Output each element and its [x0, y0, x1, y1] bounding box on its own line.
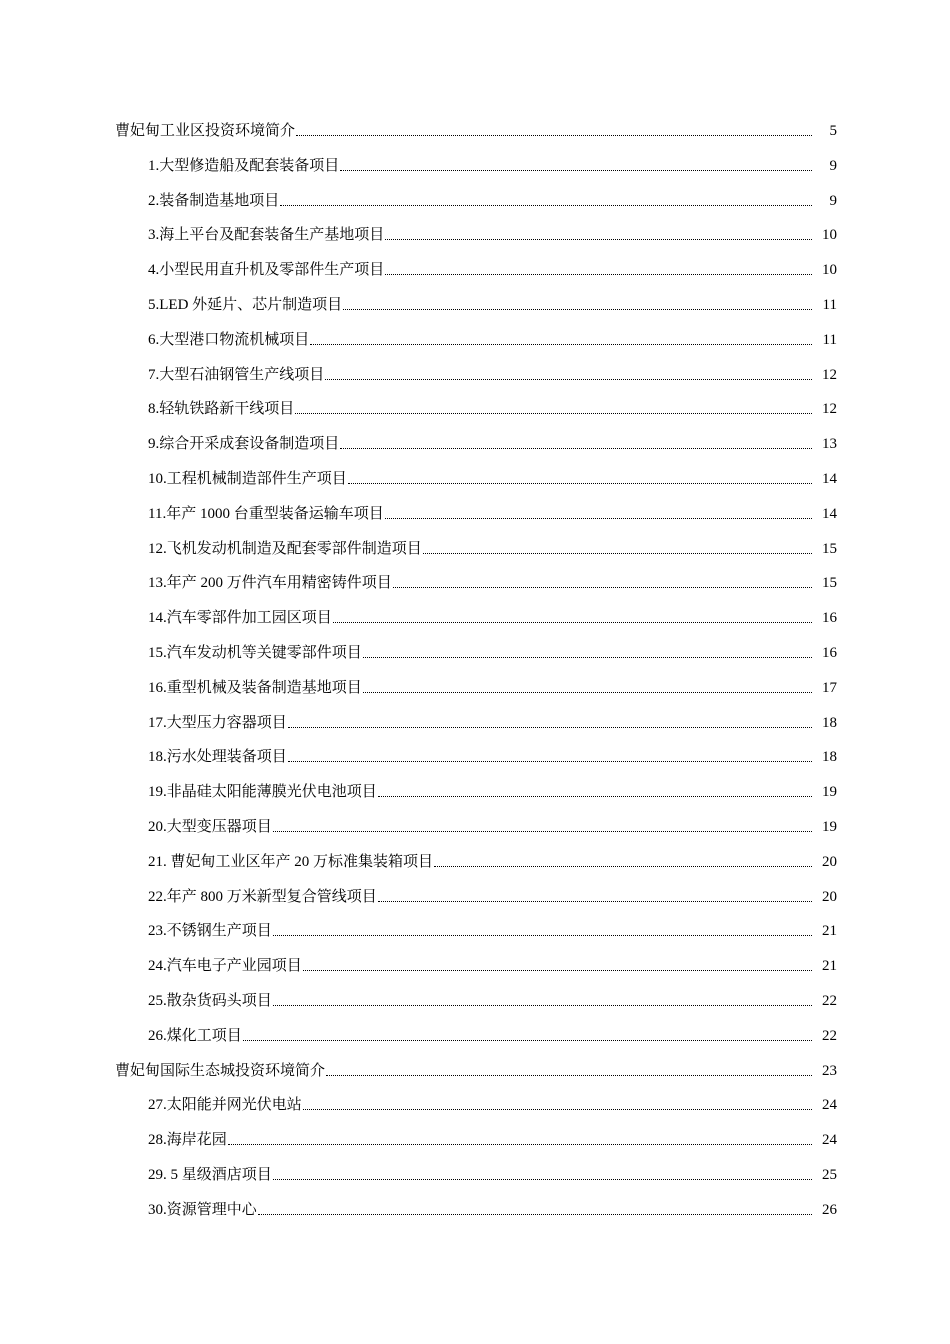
toc-page-number: 20 — [822, 853, 837, 870]
toc-page-number: 10 — [822, 227, 837, 244]
toc-page-number: 21 — [822, 923, 837, 940]
toc-dot-leader — [280, 191, 812, 206]
toc-entry-title[interactable]: 曹妃甸工业区投资环境简介 — [115, 123, 296, 139]
toc-page-number: 19 — [822, 784, 837, 801]
toc-entry-title[interactable]: 21. 曹妃甸工业区年产 20 万标准集装箱项目 — [148, 853, 434, 870]
toc-item-entry[interactable] — [0, 225, 950, 260]
toc-entry-title[interactable]: 22.年产 800 万米新型复合管线项目 — [148, 888, 377, 905]
toc-entry-title[interactable]: 3.海上平台及配套装备生产基地项目 — [148, 227, 385, 244]
toc-page-number: 22 — [822, 1027, 837, 1044]
toc-item-entry[interactable] — [0, 1130, 950, 1165]
toc-item-entry[interactable] — [0, 991, 950, 1026]
toc-item-entry[interactable] — [0, 782, 950, 817]
toc-dot-leader — [310, 330, 812, 345]
toc-entry-title[interactable]: 2.装备制造基地项目 — [148, 192, 280, 209]
toc-page-number: 25 — [822, 1166, 837, 1183]
toc-entry-title[interactable]: 1.大型修造船及配套装备项目 — [148, 157, 340, 174]
toc-dot-leader — [273, 991, 812, 1006]
toc-dot-leader — [296, 121, 812, 136]
toc-page-number: 5 — [829, 123, 837, 139]
toc-dot-leader — [333, 608, 812, 623]
toc-entry-title[interactable]: 26.煤化工项目 — [148, 1027, 242, 1044]
toc-dot-leader — [363, 678, 812, 693]
toc-item-entry[interactable] — [0, 330, 950, 365]
toc-item-entry[interactable] — [0, 156, 950, 191]
toc-entry-title[interactable]: 曹妃甸国际生态城投资环境简介 — [115, 1062, 326, 1079]
toc-dot-leader — [340, 156, 812, 171]
toc-entry-title[interactable]: 18.污水处理装备项目 — [148, 749, 287, 766]
toc-dot-leader — [340, 434, 812, 449]
toc-entry-title[interactable]: 29. 5 星级酒店项目 — [148, 1166, 272, 1183]
toc-dot-leader — [325, 365, 812, 380]
toc-dot-leader — [385, 260, 812, 275]
toc-item-entry[interactable] — [0, 469, 950, 504]
toc-item-entry[interactable] — [0, 887, 950, 922]
toc-page-number: 20 — [822, 888, 837, 905]
toc-entry-title[interactable]: 5.LED 外延片、芯片制造项目 — [148, 296, 343, 313]
toc-entry-title[interactable]: 8.轻轨铁路新干线项目 — [148, 401, 295, 418]
toc-item-entry[interactable] — [0, 434, 950, 469]
toc-entry-title[interactable]: 10.工程机械制造部件生产项目 — [148, 470, 347, 487]
table-of-contents — [0, 121, 950, 1235]
toc-dot-leader — [385, 504, 812, 519]
toc-entry-title[interactable]: 16.重型机械及装备制造基地项目 — [148, 679, 362, 696]
toc-item-entry[interactable] — [0, 191, 950, 226]
toc-entry-title[interactable]: 30.资源管理中心 — [148, 1201, 257, 1218]
toc-page-number: 18 — [822, 714, 837, 731]
toc-dot-leader — [295, 399, 812, 414]
toc-dot-leader — [348, 469, 812, 484]
toc-page-number: 13 — [822, 436, 837, 453]
toc-section-entry[interactable] — [0, 1061, 950, 1096]
toc-item-entry[interactable] — [0, 1200, 950, 1235]
toc-page-number: 11 — [822, 296, 837, 313]
toc-item-entry[interactable] — [0, 295, 950, 330]
toc-entry-title[interactable]: 20.大型变压器项目 — [148, 818, 272, 835]
toc-dot-leader — [243, 1026, 812, 1041]
toc-page-number: 26 — [822, 1201, 837, 1218]
toc-entry-title[interactable]: 19.非晶硅太阳能薄膜光伏电池项目 — [148, 784, 377, 801]
toc-item-entry[interactable] — [0, 713, 950, 748]
toc-page-number: 10 — [822, 262, 837, 279]
toc-item-entry[interactable] — [0, 678, 950, 713]
toc-page-number: 24 — [822, 1097, 837, 1114]
toc-dot-leader — [273, 817, 812, 832]
toc-dot-leader — [434, 852, 812, 867]
toc-entry-title[interactable]: 17.大型压力容器项目 — [148, 714, 287, 731]
toc-item-entry[interactable] — [0, 504, 950, 539]
toc-entry-title[interactable]: 13.年产 200 万件汽车用精密铸件项目 — [148, 575, 392, 592]
toc-item-entry[interactable] — [0, 1026, 950, 1061]
toc-dot-leader — [378, 887, 812, 902]
toc-page-number: 15 — [822, 575, 837, 592]
toc-item-entry[interactable] — [0, 1165, 950, 1200]
toc-dot-leader — [258, 1200, 812, 1215]
toc-dot-leader — [393, 573, 812, 588]
toc-dot-leader — [288, 713, 812, 728]
toc-item-entry[interactable] — [0, 921, 950, 956]
toc-page-number: 14 — [822, 505, 837, 522]
toc-dot-leader — [303, 1095, 812, 1110]
toc-item-entry[interactable] — [0, 573, 950, 608]
toc-entry-title[interactable]: 6.大型港口物流机械项目 — [148, 331, 310, 348]
toc-entry-title[interactable]: 14.汽车零部件加工园区项目 — [148, 610, 332, 627]
toc-entry-title[interactable]: 25.散杂货码头项目 — [148, 992, 272, 1009]
toc-page-number: 9 — [829, 157, 837, 174]
toc-dot-leader — [303, 956, 812, 971]
toc-item-entry[interactable] — [0, 852, 950, 887]
toc-entry-title[interactable]: 24.汽车电子产业园项目 — [148, 958, 302, 975]
toc-page-number: 17 — [822, 679, 837, 696]
toc-entry-title[interactable]: 23.不锈钢生产项目 — [148, 923, 272, 940]
toc-page-number: 9 — [829, 192, 837, 209]
toc-page-number: 16 — [822, 610, 837, 627]
toc-item-entry[interactable] — [0, 817, 950, 852]
toc-page-number: 14 — [822, 470, 837, 487]
toc-page-number: 15 — [822, 540, 837, 557]
toc-entry-title[interactable]: 12.飞机发动机制造及配套零部件制造项目 — [148, 540, 422, 557]
toc-entry-title[interactable]: 11.年产 1000 台重型装备运输车项目 — [148, 505, 384, 522]
toc-item-entry[interactable] — [0, 365, 950, 400]
toc-dot-leader — [378, 782, 812, 797]
toc-item-entry[interactable] — [0, 260, 950, 295]
toc-dot-leader — [326, 1061, 812, 1076]
toc-dot-leader — [385, 225, 812, 240]
toc-entry-title[interactable]: 28.海岸花园 — [148, 1132, 227, 1149]
toc-page-number: 12 — [822, 366, 837, 383]
toc-dot-leader — [288, 747, 812, 762]
toc-page-number: 24 — [822, 1132, 837, 1149]
toc-page-number: 12 — [822, 401, 837, 418]
toc-dot-leader — [423, 539, 812, 554]
toc-item-entry[interactable] — [0, 643, 950, 678]
toc-entry-title[interactable]: 7.大型石油钢管生产线项目 — [148, 366, 325, 383]
toc-item-entry[interactable] — [0, 539, 950, 574]
toc-page-number: 11 — [822, 331, 837, 348]
toc-item-entry[interactable] — [0, 399, 950, 434]
toc-dot-leader — [228, 1130, 812, 1145]
toc-dot-leader — [273, 921, 812, 936]
toc-page-number: 19 — [822, 818, 837, 835]
toc-page-number: 18 — [822, 749, 837, 766]
toc-entry-title[interactable]: 4.小型民用直升机及零部件生产项目 — [148, 262, 385, 279]
toc-entry-title[interactable]: 15.汽车发动机等关键零部件项目 — [148, 644, 362, 661]
toc-entry-title[interactable]: 27.太阳能并网光伏电站 — [148, 1097, 302, 1114]
toc-item-entry[interactable] — [0, 608, 950, 643]
toc-page-number: 21 — [822, 958, 837, 975]
toc-page-number: 16 — [822, 644, 837, 661]
toc-dot-leader — [343, 295, 812, 310]
toc-page-number: 22 — [822, 992, 837, 1009]
toc-page-number: 23 — [822, 1062, 837, 1079]
toc-item-entry[interactable] — [0, 747, 950, 782]
toc-section-entry[interactable] — [0, 121, 950, 156]
toc-dot-leader — [363, 643, 812, 658]
toc-entry-title[interactable]: 9.综合开采成套设备制造项目 — [148, 436, 340, 453]
toc-item-entry[interactable] — [0, 956, 950, 991]
toc-item-entry[interactable] — [0, 1095, 950, 1130]
toc-dot-leader — [273, 1165, 812, 1180]
